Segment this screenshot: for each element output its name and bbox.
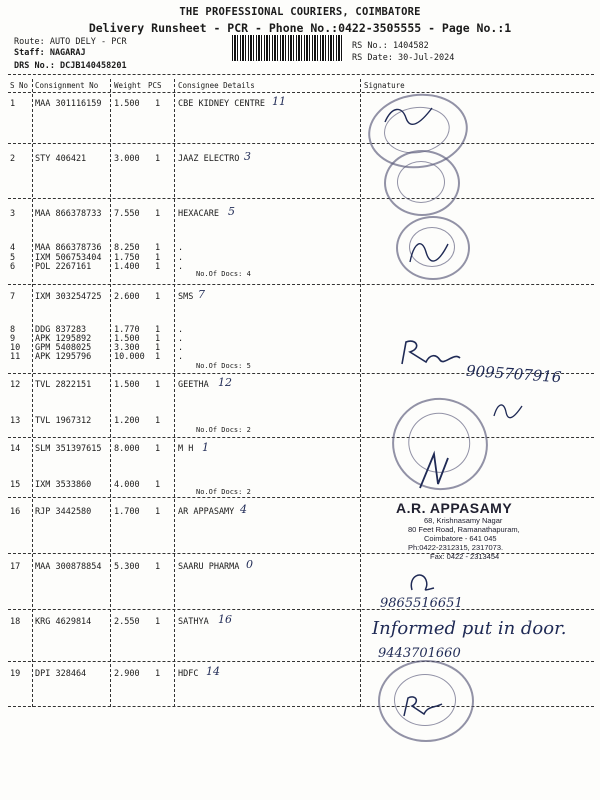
row-consignment: MAA 301116159	[35, 99, 102, 109]
column-divider	[360, 79, 361, 707]
row-weight: 10.000	[114, 352, 145, 362]
handwritten-note: 4	[240, 503, 247, 516]
row-consignment: KRG 4629814	[35, 617, 92, 627]
row-pcs: 1	[155, 334, 161, 344]
row-pcs: 1	[155, 669, 161, 679]
handwritten-phone: 9443701660	[378, 646, 461, 661]
drs-number: DRS No.: DCJB140458201	[14, 61, 127, 71]
row-sno: 2	[10, 154, 16, 164]
handwritten-note: 1	[202, 441, 209, 454]
row-consignee: .	[178, 334, 184, 344]
row-weight: 1.200	[114, 416, 140, 426]
row-consignment: DDG 837283	[35, 325, 87, 335]
col-sno: S No	[10, 81, 29, 90]
row-rule	[8, 497, 594, 498]
table-header-rule	[8, 92, 594, 93]
row-pcs: 1	[155, 480, 161, 490]
handwritten-note: 5	[228, 205, 235, 218]
signature-mark	[380, 100, 440, 130]
signature-mark	[404, 232, 454, 268]
row-sno: 3	[10, 209, 16, 219]
row-consignment: IXM 303254725	[35, 292, 102, 302]
row-consignee: .	[178, 262, 184, 272]
column-divider	[174, 79, 175, 707]
row-sno: 1	[10, 99, 16, 109]
row-consignee: SATHYA	[178, 617, 209, 627]
row-sno: 18	[10, 617, 21, 627]
signature-mark	[398, 690, 448, 720]
row-consignee: HDFC	[178, 669, 199, 679]
row-pcs: 1	[155, 154, 161, 164]
row-consignment: MAA 866378736	[35, 243, 102, 253]
row-consignment: TVL 2822151	[35, 380, 92, 390]
row-weight: 8.250	[114, 243, 140, 253]
row-pcs: 1	[155, 209, 161, 219]
signature-mark	[404, 566, 444, 596]
row-consignment: IXM 506753404	[35, 253, 102, 263]
row-consignment: POL 2267161	[35, 262, 92, 272]
signature-mark	[396, 334, 466, 370]
row-consignee: CBE KIDNEY CENTRE	[178, 99, 265, 109]
row-pcs: 1	[155, 617, 161, 627]
row-pcs: 1	[155, 343, 161, 353]
row-consignee: AR APPASAMY	[178, 507, 235, 517]
row-pcs: 1	[155, 444, 161, 454]
row-consignee: .	[178, 325, 184, 335]
row-consignee: JAAZ ELECTRO	[178, 154, 240, 164]
handwritten-note: 14	[206, 665, 220, 678]
row-consignee: .	[178, 253, 184, 263]
row-sno: 11	[10, 352, 21, 362]
stamp-line: 80 Feet Road, Ramanathapuram,	[408, 525, 520, 534]
row-consignment: GPM 5408025	[35, 343, 92, 353]
col-signature: Signature	[364, 81, 405, 90]
row-pcs: 1	[155, 562, 161, 572]
stamp-line: Coimbatore - 641 045	[424, 534, 497, 543]
row-consignee: .	[178, 243, 184, 253]
row-rule	[8, 284, 594, 285]
handwritten-note: 12	[218, 376, 232, 389]
col-consignee: Consignee Details	[178, 81, 255, 90]
row-sno: 17	[10, 562, 21, 572]
row-sno: 5	[10, 253, 16, 263]
row-sno: 10	[10, 343, 21, 353]
stamp-name: A.R. APPASAMY	[396, 500, 513, 516]
handwritten-note: 3	[244, 150, 251, 163]
row-sno: 16	[10, 507, 21, 517]
row-sno: 9	[10, 334, 16, 344]
row-weight: 1.400	[114, 262, 140, 272]
row-weight: 7.550	[114, 209, 140, 219]
row-sno: 19	[10, 669, 21, 679]
row-weight: 2.900	[114, 669, 140, 679]
row-pcs: 1	[155, 243, 161, 253]
row-pcs: 1	[155, 380, 161, 390]
company-title: THE PROFESSIONAL COURIERS, COIMBATORE	[179, 6, 421, 18]
row-rule	[8, 198, 594, 199]
row-weight: 1.700	[114, 507, 140, 517]
handwritten-note: 7	[198, 288, 205, 301]
row-weight: 3.000	[114, 154, 140, 164]
row-weight: 1.500	[114, 334, 140, 344]
row-consignment: STY 406421	[35, 154, 87, 164]
row-weight: 4.000	[114, 480, 140, 490]
row-consignment: TVL 1967312	[35, 416, 92, 426]
row-consignee: SAARU PHARMA	[178, 562, 240, 572]
col-consignment: Consignment No	[35, 81, 99, 90]
col-weight: Weight	[114, 81, 142, 90]
row-consignment: DPI 328464	[35, 669, 87, 679]
row-pcs: 1	[155, 507, 161, 517]
stamp-line: Fax: 0422 - 2313454	[430, 552, 500, 561]
row-weight: 2.550	[114, 617, 140, 627]
row-pcs: 1	[155, 262, 161, 272]
row-pcs: 1	[155, 99, 161, 109]
row-consignee: .	[178, 343, 184, 353]
column-divider	[110, 79, 111, 707]
row-consignment: IXM 3533860	[35, 480, 92, 490]
row-consignee: GEETHA	[178, 380, 209, 390]
row-consignee: SMS	[178, 292, 194, 302]
handwritten-note: 0	[246, 558, 253, 571]
handwritten-phone: 9095707916	[465, 361, 562, 387]
row-sno: 14	[10, 444, 21, 454]
row-pcs: 1	[155, 253, 161, 263]
row-consignment: APK 1295892	[35, 334, 92, 344]
row-consignment: MAA 866378733	[35, 209, 102, 219]
docs-count: No.Of Docs: 4	[196, 270, 251, 278]
row-consignee: M H	[178, 444, 194, 454]
handwritten-note: 11	[272, 95, 286, 108]
row-consignment: RJP 3442580	[35, 507, 92, 517]
row-weight: 1.750	[114, 253, 140, 263]
table-top-rule	[8, 74, 594, 75]
row-weight: 8.000	[114, 444, 140, 454]
handwritten-phone: 9865516651	[380, 596, 463, 611]
address-stamp	[396, 500, 596, 561]
row-sno: 8	[10, 325, 16, 335]
row-pcs: 1	[155, 325, 161, 335]
row-consignment: MAA 300878854	[35, 562, 102, 572]
table-bottom-rule	[8, 706, 594, 707]
docs-count: No.Of Docs: 2	[196, 426, 251, 434]
handwritten-note: 16	[218, 613, 232, 626]
row-pcs: 1	[155, 292, 161, 302]
row-sno: 6	[10, 262, 16, 272]
round-stamp	[384, 150, 460, 216]
row-weight: 3.300	[114, 343, 140, 353]
row-consignment: APK 1295796	[35, 352, 92, 362]
stamp-line: 68, Krishnasamy Nagar	[424, 516, 503, 525]
row-weight: 1.500	[114, 380, 140, 390]
stamp-line: Ph:0422-2312315, 2317073.	[408, 543, 504, 552]
row-sno: 13	[10, 416, 21, 426]
row-sno: 15	[10, 480, 21, 490]
row-weight: 2.600	[114, 292, 140, 302]
rs-number: RS No.: 1404582	[352, 41, 429, 51]
signature-mark	[414, 448, 454, 492]
row-pcs: 1	[155, 352, 161, 362]
staff-label: Staff: NAGARAJ	[14, 48, 86, 58]
signature-mark	[488, 396, 528, 422]
row-rule	[8, 143, 594, 144]
barcode	[232, 35, 344, 61]
row-consignment: SLM 351397615	[35, 444, 102, 454]
row-consignee: .	[178, 352, 184, 362]
row-weight: 1.770	[114, 325, 140, 335]
route-label: Route: AUTO DELY - PCR	[14, 37, 127, 47]
row-sno: 4	[10, 243, 16, 253]
row-rule	[8, 437, 594, 438]
row-weight: 1.500	[114, 99, 140, 109]
row-rule	[8, 609, 594, 610]
handwritten-remark: Informed put in door.	[372, 618, 567, 639]
column-divider	[32, 79, 33, 707]
row-rule	[8, 661, 594, 662]
runsheet-title: Delivery Runsheet - PCR - Phone No.:0422-3505555 - Page No.:1	[88, 21, 512, 35]
row-weight: 5.300	[114, 562, 140, 572]
docs-count: No.Of Docs: 2	[196, 488, 251, 496]
row-pcs: 1	[155, 416, 161, 426]
col-pcs: PCS	[148, 81, 162, 90]
row-sno: 7	[10, 292, 16, 302]
docs-count: No.Of Docs: 5	[196, 362, 251, 370]
row-sno: 12	[10, 380, 21, 390]
row-consignee: HEXACARE	[178, 209, 219, 219]
rs-date: RS Date: 30-Jul-2024	[352, 53, 455, 63]
